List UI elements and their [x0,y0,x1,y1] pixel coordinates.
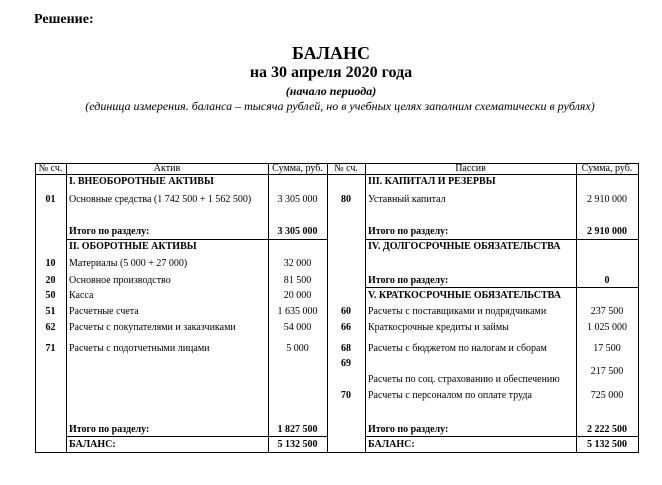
table-row-name: Расчеты с покупателями и заказчиками [69,322,236,333]
solution-heading: Решение: [34,12,94,27]
table-row-name: Расчеты с персоналом по оплате труда [368,390,532,401]
table-row-sum: 237 500 [590,306,624,317]
asset-s1-total: 3 305 000 [277,226,318,237]
table-row-name: Основные средства (1 742 500 + 1 562 500) [69,194,252,205]
table-row-sum: 217 500 [590,366,624,377]
table-row-acc: 69 [341,358,351,369]
table-row-acc: 10 [45,258,56,269]
liability-s4-total-label: Итого по разделу: [368,275,449,286]
balance-date: на 30 апреля 2020 года [249,64,413,81]
table-row-acc: 20 [45,275,56,286]
table-row-name: Расчеты с бюджетом по налогам и сборам [368,343,547,354]
table-row-sum: 54 000 [283,322,312,333]
table-row-sum: 81 500 [283,275,312,286]
liability-section-4-title: IV. ДОЛГОСРОЧНЫЕ ОБЯЗАТЕЛЬСТВА [368,241,561,252]
header-acc-no-2: № сч. [334,163,358,174]
asset-balance-label: БАЛАНС: [69,439,116,450]
liability-section-5-title: V. КРАТКОСРОЧНЫЕ ОБЯЗАТЕЛЬСТВА [368,290,561,301]
table-row-name: Касса [69,290,94,301]
table-row-acc: 50 [45,290,56,301]
header-sum: Сумма, руб. [272,163,323,174]
table-row-sum: 20 000 [283,290,312,301]
balance-table [35,163,639,453]
table-row-acc: 66 [341,322,351,333]
table-row-sum: 1 025 000 [587,322,627,333]
liability-s5-total-label: Итого по разделу: [368,424,449,435]
table-row-acc: 60 [341,306,351,317]
header-liability: Пассив [455,163,486,174]
table-row-sum: 725 000 [590,390,624,401]
liability-balance: 5 132 500 [587,439,627,450]
table-row-sum: 1 635 000 [277,306,318,317]
header-asset: Актив [153,163,181,174]
liability-s4-total: 0 [604,275,610,286]
liability-s3-total: 2 910 000 [587,226,627,237]
liability-s3-total-label: Итого по разделу: [368,226,449,237]
table-row-sum: 5 000 [286,343,309,354]
table-row-name: Материалы (5 000 + 27 000) [69,258,188,269]
table-row-acc: 71 [45,343,56,354]
asset-balance: 5 132 500 [277,439,318,450]
asset-section-1-title: I. ВНЕОБОРОТНЫЕ АКТИВЫ [69,176,214,187]
liability-section-3-title: III. КАПИТАЛ И РЕЗЕРВЫ [368,176,496,187]
period-note: (начало периода) [285,84,377,98]
table-row-name: Краткосрочные кредиты и займы [368,322,509,333]
table-row-acc: 51 [45,306,56,317]
header-sum-2: Сумма, руб. [581,163,633,174]
table-row-name: Расчеты с поставщиками и подрядчиками [368,306,547,317]
table-row-name: Расчетные счета [69,306,139,317]
unit-note: (единица измерения. баланса – тысяча рублей, но в учебных целях заполним схематически в рублях) [85,99,595,113]
header-acc-no: № сч. [38,163,63,174]
table-row-name: Расчеты по соц. страхованию и обеспечению [368,374,560,385]
table-row-name: Основное производство [69,275,171,286]
liability-balance-label: БАЛАНС: [368,439,415,450]
balance-title: БАЛАНС [291,43,371,63]
table-row-sum: 32 000 [283,258,312,269]
table-row-acc: 70 [341,390,351,401]
table-row-acc: 68 [341,343,351,354]
asset-s2-total-label: Итого по разделу: [69,424,150,435]
table-row-acc: 80 [341,194,351,205]
asset-s1-total-label: Итого по разделу: [69,226,150,237]
asset-section-2-title: II. ОБОРОТНЫЕ АКТИВЫ [69,241,197,252]
table-row-sum: 3 305 000 [277,194,318,205]
table-row-name: Расчеты с подотчетными лицами [69,343,210,354]
table-row-sum: 17 500 [593,343,621,354]
liability-s5-total: 2 222 500 [587,424,627,435]
table-row-sum: 2 910 000 [587,194,627,205]
table-row-acc: 62 [45,322,56,333]
asset-s2-total: 1 827 500 [277,424,318,435]
table-row-name: Уставный капитал [368,194,446,205]
table-row-acc: 01 [45,194,56,205]
